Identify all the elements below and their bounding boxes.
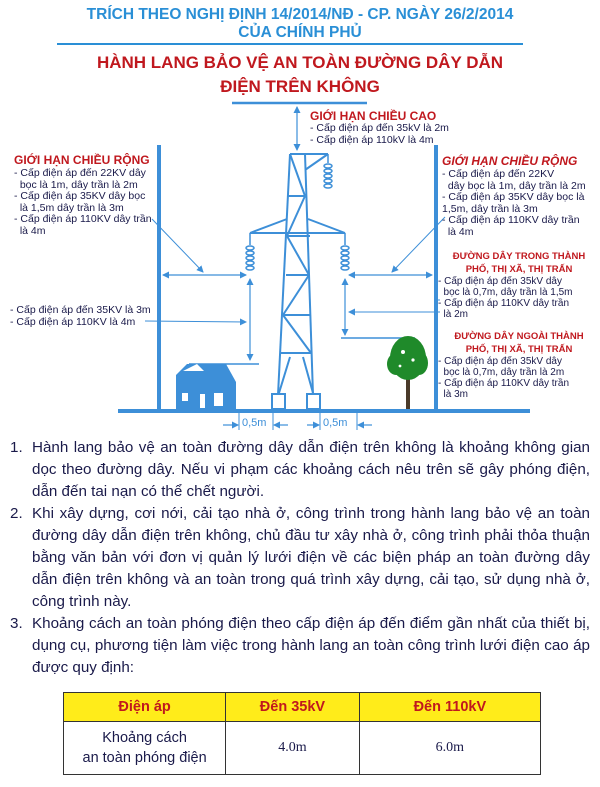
- insulator-right: [341, 233, 349, 270]
- tower-foot-left: [272, 394, 285, 409]
- insulator-top: [324, 154, 332, 188]
- row-label-line-2: an toàn phóng điện: [82, 750, 207, 766]
- note-text: Khoảng cách an toàn phóng điện theo cấp điện áp đến điểm gần nhất của thiết bị, dụng cụ, phương tiện làm việc trong hành lang an toàn công trình lưới điện cao áp được quy định:: [32, 615, 590, 676]
- rural-line-line: là 3m: [438, 389, 469, 400]
- tower-foot-right: [307, 394, 320, 409]
- title-line-1: HÀNH LANG BẢO VỆ AN TOÀN ĐƯỜNG DÂY DẪN: [96, 53, 504, 72]
- value-35kv: 4.0m: [226, 722, 360, 775]
- width-limit-right-line: là 4m: [442, 225, 474, 238]
- house-icon: [176, 364, 236, 409]
- table-header-110kv: Đến 110kV: [359, 693, 540, 722]
- width-limit-left-line: - Cấp điện áp 110KV dây trần: [14, 213, 152, 225]
- height-limit-line: - Cấp điện áp 110kV là 4m: [310, 133, 434, 146]
- notes-list: [10, 437, 590, 679]
- tree-icon: [387, 336, 428, 409]
- note-text: Hành lang bảo vệ an toàn đường dây dẫn điện trên không là khoảng không gian dọc theo đường dây. Nếu vi phạm các khoảng cách nêu trên sẽ gây phóng điện, dẫn đến tai nạn có thể chết người.: [32, 439, 590, 500]
- title-line-2: ĐIỆN TRÊN KHÔNG: [220, 77, 380, 96]
- width-limit-left-line: là 4m: [14, 224, 46, 237]
- width-limit-right-title: GIỚI HẠN CHIỀU RỘNG: [442, 154, 578, 168]
- width-limit-right-line: - Cấp điện áp 35KV dây bọc là: [442, 191, 585, 203]
- rural-line-line: bọc là 0,7m, dây trần là 2m: [438, 367, 565, 378]
- rural-line-block: [438, 330, 600, 400]
- height-limit-title: GIỚI HẠN CHIỀU CAO: [310, 109, 437, 123]
- source-line-1: TRÍCH THEO NGHỊ ĐỊNH 14/2014/NĐ - CP. NGÀY 26/2/2014: [86, 6, 514, 23]
- urban-line-line: bọc là 0,7m, dây trần là 1,5m: [438, 287, 573, 298]
- insulator-left: [246, 233, 254, 270]
- urban-line-line: - Cấp điện áp đến 35kV dây: [438, 276, 562, 287]
- width-limit-left-line: - Cấp điện áp 35KV dây bọc: [14, 190, 146, 202]
- width-limit-left-title: GIỚI HẠN CHIỀU RỘNG: [14, 153, 150, 167]
- base-left-dimension: 0,5m: [242, 417, 267, 429]
- house-clearance-line: - Cấp điện áp 110KV là 4m: [10, 315, 136, 328]
- table-header-voltage: Điện áp: [64, 693, 226, 722]
- width-limit-right-line: dây bọc là 1m, dây trần là 2m: [442, 179, 586, 192]
- height-limit-block: [310, 109, 449, 146]
- table-header-35kv: Đến 35kV: [226, 693, 360, 722]
- width-limit-right-line: - Cấp điện áp đến 22KV: [442, 168, 555, 180]
- width-limit-left-line: - Cấp điện áp đến 22KV dây: [14, 167, 146, 179]
- note-item: [10, 437, 590, 503]
- width-limit-right-block: [442, 154, 600, 238]
- value-110kv: 6.0m: [359, 722, 540, 775]
- width-limit-left-block: [14, 152, 164, 237]
- note-item: [10, 613, 590, 679]
- note-item: [10, 503, 590, 613]
- note-number: 3.: [10, 615, 23, 632]
- base-right-dimension: 0,5m: [323, 417, 348, 429]
- row-label: [64, 722, 226, 775]
- width-limit-right-line: - Cấp điện áp 110KV dây trần: [442, 214, 580, 226]
- width-limit-left-line: bọc là 1m, dây trần là 2m: [14, 178, 138, 191]
- width-limit-right-line: 1,5m, dây trần là 3m: [442, 202, 538, 215]
- height-limit-line: - Cấp điện áp đến 35kV là 2m: [310, 122, 449, 134]
- urban-line-line: - Cấp điện áp 110KV dây trần: [438, 298, 570, 309]
- rural-line-title-1: ĐƯỜNG DÂY NGOÀI THÀNH: [454, 331, 584, 342]
- urban-line-block: [438, 250, 600, 320]
- table-row: [64, 722, 541, 775]
- safety-distance-table: [63, 692, 541, 775]
- urban-line-title-2: PHỐ, THỊ XÃ, THỊ TRẤN: [465, 264, 573, 275]
- tower: [250, 154, 345, 395]
- urban-line-title-1: ĐƯỜNG DÂY TRONG THÀNH: [452, 251, 586, 262]
- note-text: Khi xây dựng, cơi nới, cải tạo nhà ở, công trình trong hành lang bảo vệ an toàn đường dây dẫn điện trên không, chủ đầu tư xây nhà ở, công trình phải thỏa thuận bằng văn bản với đơn vị quản lý lưới điện về các biện pháp an toàn đường dây dẫn điện trên không và an toàn trong quá trình xây dựng, cải tạo, sử dụng nhà ở, công trình này.: [32, 505, 590, 610]
- rural-line-title-2: PHỐ, THỊ XÃ, THỊ TRẤN: [465, 344, 573, 355]
- width-limit-left-line: là 1,5m dây trần là 3m: [14, 201, 124, 214]
- rural-line-line: - Cấp điện áp đến 35kV dây: [438, 356, 562, 367]
- table-header-row: [64, 693, 541, 722]
- row-label-line-1: Khoảng cách: [102, 730, 187, 746]
- note-number: 1.: [10, 439, 23, 456]
- house-clearance-block: [10, 305, 151, 328]
- urban-line-line: là 2m: [438, 309, 469, 320]
- source-line-2: CỦA CHÍNH PHỦ: [238, 24, 362, 41]
- rural-line-line: - Cấp điện áp 110KV dây trần: [438, 378, 570, 389]
- house-clearance-line: - Cấp điện áp đến 35KV là 3m: [10, 304, 151, 316]
- note-number: 2.: [10, 505, 23, 522]
